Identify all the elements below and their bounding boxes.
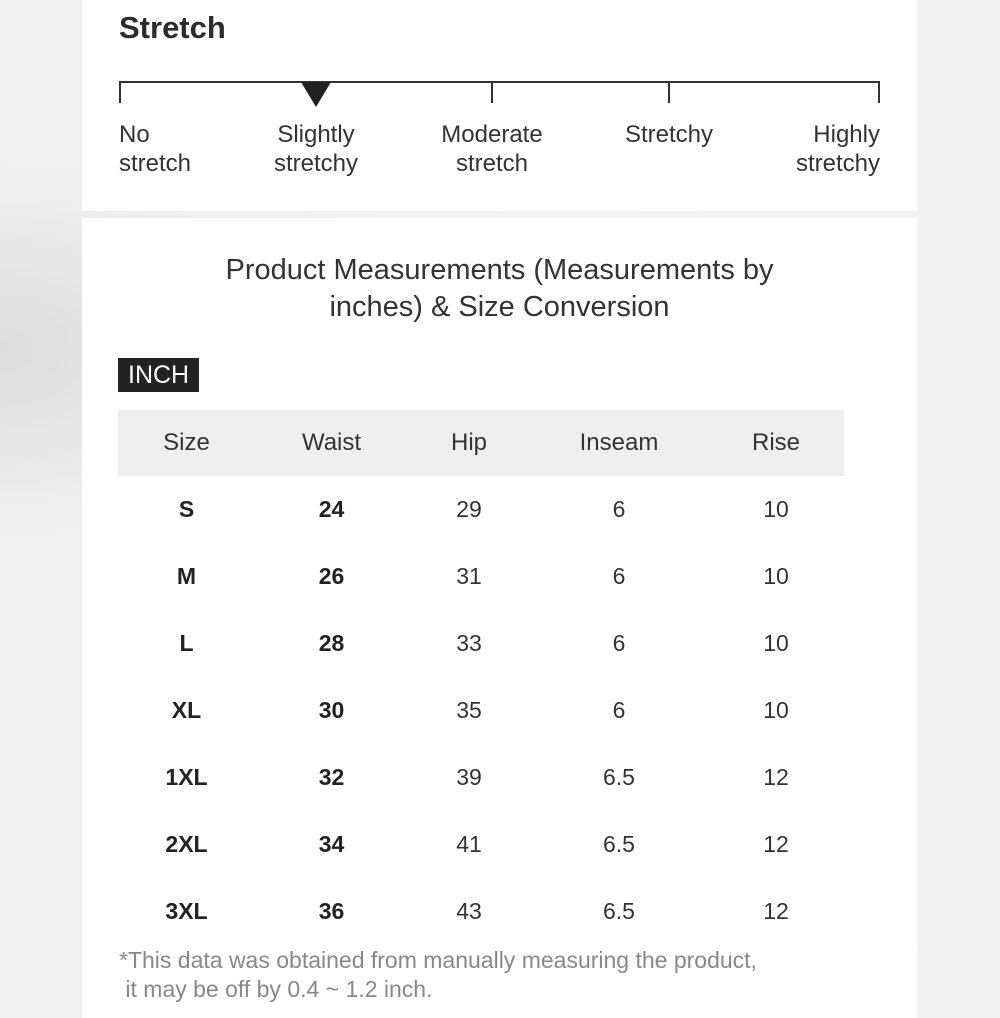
cell-inseam: 6 — [612, 496, 626, 522]
cell-hip: 35 — [456, 697, 482, 723]
cell-size: M — [176, 563, 197, 589]
table-row — [118, 677, 844, 744]
cell-rise: 10 — [763, 697, 789, 723]
cell-rise: 12 — [763, 898, 789, 924]
size-table — [118, 410, 844, 945]
stretch-label-moderate-stretch: Moderate stretch — [441, 121, 543, 177]
cell-waist: 34 — [318, 831, 345, 857]
cell-waist: 36 — [318, 898, 345, 924]
header-waist: Waist — [255, 410, 408, 476]
cell-rise: 10 — [763, 630, 789, 656]
stretch-title: Stretch — [119, 10, 226, 45]
cell-inseam: 6 — [612, 697, 626, 723]
stretch-tick-stretchy — [668, 81, 670, 103]
table-row — [118, 744, 844, 811]
cell-inseam: 6 — [612, 563, 626, 589]
cell-rise: 12 — [763, 831, 789, 857]
stretch-tick-moderate — [491, 81, 493, 103]
stretch-tick-no-stretch — [119, 81, 121, 103]
cell-size: 2XL — [165, 831, 208, 857]
cell-waist: 32 — [318, 764, 345, 790]
stretch-label-highly-stretchy: Highly stretchy — [795, 121, 880, 177]
stretch-tick-highly — [878, 81, 880, 103]
table-row — [118, 878, 844, 945]
cell-hip: 31 — [456, 563, 482, 589]
stretch-pointer-icon — [301, 82, 331, 107]
header-size: Size — [118, 410, 255, 476]
cell-hip: 43 — [456, 898, 482, 924]
measurements-card — [82, 218, 917, 1018]
header-hip: Hip — [408, 410, 530, 476]
stretch-label-stretchy: Stretchy — [624, 121, 714, 148]
cell-hip: 29 — [456, 496, 482, 522]
cell-waist: 26 — [318, 563, 345, 589]
table-row — [118, 543, 844, 610]
stretch-scale-line — [119, 81, 880, 83]
cell-inseam: 6.5 — [603, 764, 635, 790]
unit-badge: INCH — [118, 358, 199, 392]
cell-hip: 41 — [456, 831, 482, 857]
table-row — [118, 476, 844, 543]
cell-size: 1XL — [165, 764, 208, 790]
table-row — [118, 811, 844, 878]
cell-size: 3XL — [165, 898, 208, 924]
stretch-label-no-stretch: No stretch — [119, 121, 192, 177]
cell-waist: 24 — [318, 496, 345, 522]
cell-size: S — [178, 496, 195, 522]
measurements-title: Product Measurements (Measurements by inches) & Size Conversion — [225, 254, 774, 323]
cell-waist: 30 — [318, 697, 345, 723]
cell-inseam: 6 — [612, 630, 626, 656]
cell-hip: 33 — [456, 630, 482, 656]
cell-size: L — [179, 630, 194, 656]
cell-rise: 12 — [763, 764, 789, 790]
cell-inseam: 6.5 — [603, 898, 635, 924]
stretch-label-slightly-stretchy: Slightly stretchy — [273, 121, 359, 177]
cell-rise: 10 — [763, 563, 789, 589]
cell-size: XL — [171, 697, 202, 723]
table-row — [118, 610, 844, 677]
cell-inseam: 6.5 — [603, 831, 635, 857]
cell-rise: 10 — [763, 496, 789, 522]
header-inseam: Inseam — [530, 410, 708, 476]
cell-hip: 39 — [456, 764, 482, 790]
table-header-row — [118, 410, 844, 476]
measurement-disclaimer: *This data was obtained from manually measuring the product, it may be off by 0.4 ~ 1.2 inch. — [119, 947, 757, 1002]
stretch-card — [82, 0, 917, 211]
header-rise: Rise — [708, 410, 844, 476]
cell-waist: 28 — [318, 630, 345, 656]
